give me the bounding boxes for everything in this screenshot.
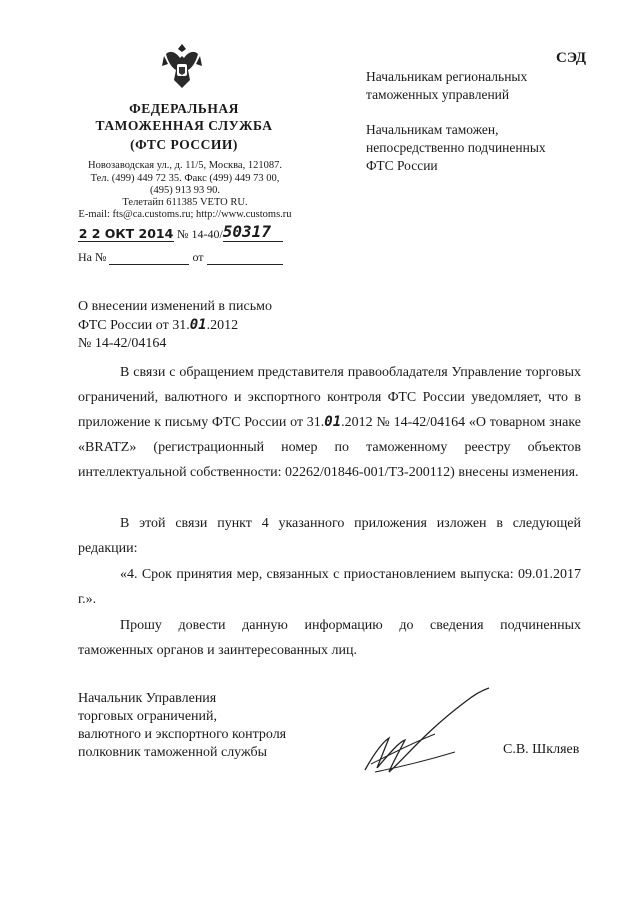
recipient-line: Начальникам таможен,: [366, 122, 499, 137]
email-line: E-mail: fts@ca.customs.ru; http://www.customs.ru: [78, 209, 292, 220]
paragraph-text: В связи с обращением представителя правообладателя Управление торговых ограничений, валютного и экспортного контроля ФТС России уведомляет, что в приложение к письму ФТС России от 31.: [78, 365, 581, 430]
reference-number-blank: [109, 249, 189, 265]
signatory-line: полковник таможенной службы: [78, 745, 268, 760]
phone-line: Тел. (499) 449 72 35. Факс (499) 449 73 00,: [90, 173, 280, 184]
org-name-line1: ФЕДЕРАЛЬНАЯ: [129, 101, 239, 116]
reference-row: [78, 249, 283, 265]
signatory-name: С.В. Шкляев: [503, 742, 580, 757]
subject-line: О внесении изменений в письмо: [78, 299, 272, 314]
registration-number-prefix: № 14-40/: [177, 227, 223, 241]
registration-number-row: [78, 222, 283, 242]
org-name-line2: ТАМОЖЕННАЯ СЛУЖБА: [95, 118, 273, 133]
signatory-line: Начальник Управления: [78, 691, 217, 706]
body-paragraph-3: «4. Срок принятия мер, связанных с приостановлением выпуска: 09.01.2017 г.».: [78, 567, 581, 607]
sed-mark: СЭД: [556, 50, 587, 66]
subject-text: .2012: [206, 318, 239, 333]
from-label: от: [192, 250, 204, 264]
recipient-line: Начальникам региональных: [366, 69, 528, 84]
subject-line: [78, 316, 272, 335]
registration-date-stamp: 2 2 ОКТ 2014: [78, 226, 174, 241]
letter-subject: [78, 298, 272, 353]
on-no-label: На №: [78, 250, 107, 264]
registration-number-handwritten: 50317: [223, 222, 283, 242]
handwritten-signature: [355, 682, 495, 782]
org-name-line3: (ФТС РОССИИ): [130, 137, 238, 152]
recipient-line: ФТС России: [366, 158, 438, 173]
body-paragraph-2: В этой связи пункт 4 указанного приложения изложен в следующей редакции:: [78, 516, 581, 556]
body-paragraph-4: Прошу довести данную информацию до сведения подчиненных таможенных органов и заинтересованных лиц.: [78, 618, 581, 658]
recipient-line: таможенных управлений: [366, 87, 510, 102]
subject-handwritten-month: 01: [189, 317, 207, 333]
paragraph-text: .2012 № 14-42/04164 «О товарном знаке «BRATZ» (регистрационный номер по таможенному реестру объектов интеллектуальной собственности: 02262/01846-001/ТЗ-200112) внесены изменения.: [78, 415, 581, 480]
signatory-line: валютного и экспортного контроля: [78, 727, 287, 742]
teletype-line: Телетайп 611385 VETO RU.: [122, 197, 248, 208]
reference-date-blank: [207, 249, 283, 265]
subject-text: ФТС России от 31.: [78, 318, 190, 333]
phone-line-2: (495) 913 93 90.: [150, 185, 220, 196]
signatory-position: [78, 690, 286, 762]
address-line: Новозаводская ул., д. 11/5, Москва, 121087.: [88, 160, 282, 171]
coat-of-arms-emblem: [160, 40, 204, 92]
subject-line: № 14-42/04164: [78, 336, 167, 351]
body-paragraph-1: [78, 360, 581, 485]
signatory-line: торговых ограничений,: [78, 709, 218, 724]
recipient-line: непосредственно подчиненных: [366, 140, 546, 155]
handwritten-month: 01: [324, 414, 342, 430]
